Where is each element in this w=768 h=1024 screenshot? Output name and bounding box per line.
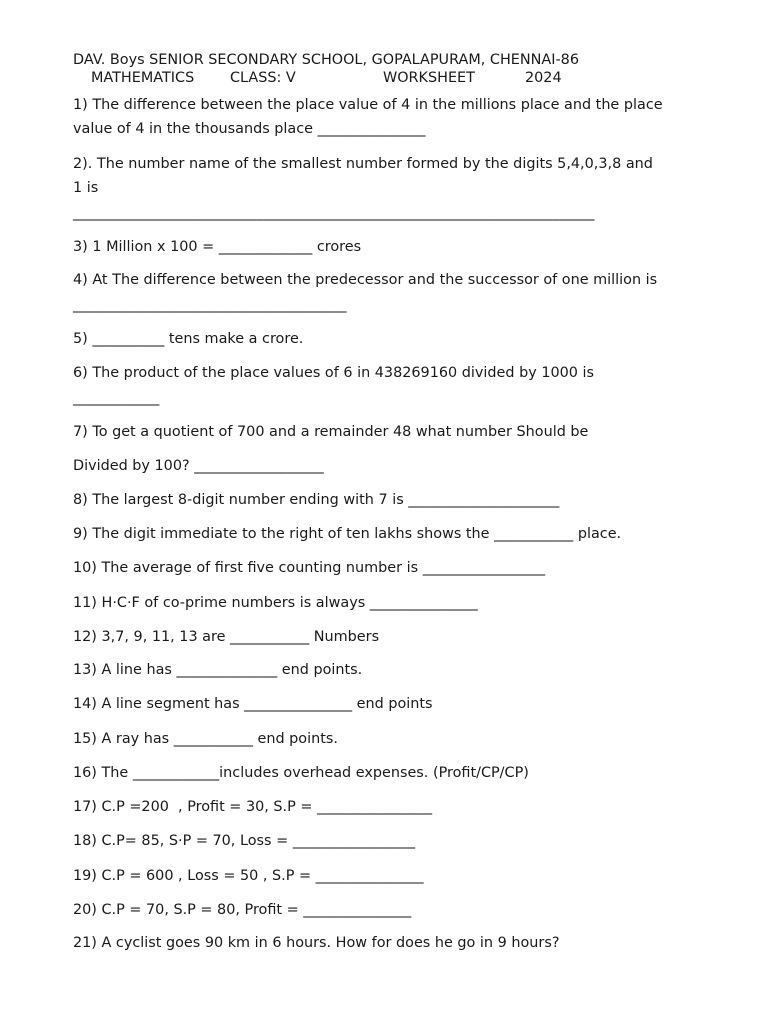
question-2-line-2: 1 is — [73, 180, 99, 196]
subject-label: MATHEMATICS — [91, 70, 195, 86]
question-14: 14) A line segment has _______________ end points — [73, 696, 433, 712]
question-15: 15) A ray has ___________ end points. — [73, 731, 338, 747]
question-1-line-2: value of 4 in the thousands place _______________ — [73, 121, 426, 137]
worksheet-label: WORKSHEET — [383, 70, 475, 86]
question-10: 10) The average of first five counting number is _________________ — [73, 560, 546, 576]
question-17: 17) C.P =200 , Profit = 30, S.P = ________________ — [73, 799, 433, 815]
question-12: 12) 3,7, 9, 11, 13 are ___________ Numbers — [73, 629, 380, 645]
question-20: 20) C.P = 70, S.P = 80, Profit = _______________ — [73, 902, 412, 918]
question-16: 16) The ____________includes overhead expenses. (Profit/CP/CP) — [73, 765, 529, 781]
question-2-answer-line: __________________________________________________________________________ — [73, 205, 595, 221]
question-7-line-1: 7) To get a quotient of 700 and a remainder 48 what number Should be — [73, 424, 589, 440]
question-11: 11) H·C·F of co-prime numbers is always _______________ — [73, 595, 478, 611]
question-6-answer-line: ____________ — [73, 390, 160, 406]
question-4-line-1: 4) At The difference between the predecessor and the successor of one million is — [73, 272, 658, 288]
school-header: DAV. Boys SENIOR SECONDARY SCHOOL, GOPALAPURAM, CHENNAI-86 — [73, 52, 579, 68]
question-13: 13) A line has ______________ end points. — [73, 662, 363, 678]
question-1-line-1: 1) The difference between the place value of 4 in the millions place and the place — [73, 97, 663, 113]
year-label: 2024 — [525, 70, 562, 86]
question-2-line-1: 2). The number name of the smallest number formed by the digits 5,4,0,3,8 and — [73, 156, 653, 172]
question-7-line-2: Divided by 100? __________________ — [73, 458, 324, 474]
question-4-answer-line: ______________________________________ — [73, 297, 347, 313]
question-9: 9) The digit immediate to the right of ten lakhs shows the ___________ place. — [73, 526, 622, 542]
question-8: 8) The largest 8-digit number ending with 7 is _____________________ — [73, 492, 560, 508]
question-18: 18) C.P= 85, S·P = 70, Loss = _________________ — [73, 833, 416, 849]
question-5: 5) __________ tens make a crore. — [73, 331, 304, 347]
class-label: CLASS: V — [230, 70, 296, 86]
question-6-line-1: 6) The product of the place values of 6 in 438269160 divided by 1000 is — [73, 365, 595, 381]
question-21: 21) A cyclist goes 90 km in 6 hours. How for does he go in 9 hours? — [73, 935, 560, 951]
question-19: 19) C.P = 600 , Loss = 50 , S.P = _______________ — [73, 868, 424, 884]
question-3: 3) 1 Million x 100 = _____________ crores — [73, 239, 362, 255]
